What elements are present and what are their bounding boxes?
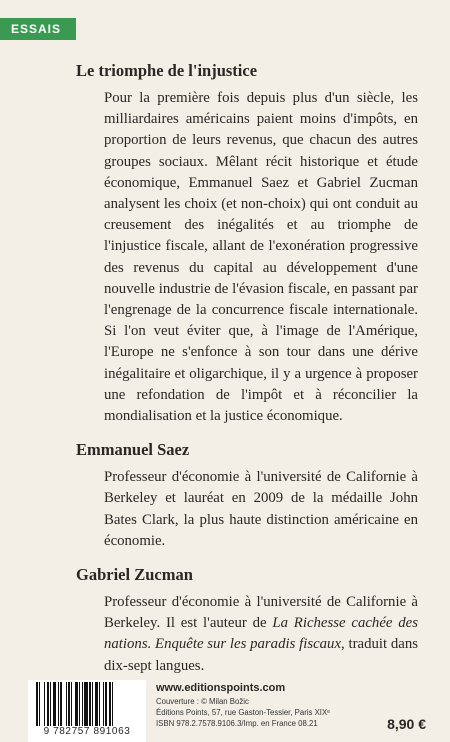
back-cover-text xyxy=(76,60,418,677)
barcode-bar xyxy=(82,682,83,726)
barcode-bar xyxy=(66,682,67,726)
author-name-saez: Emmanuel Saez xyxy=(76,440,190,460)
author-bio-saez: Professeur d'économie à l'université de Californie à Berkeley et lauréat en 2009 de la médaille John Bates Clark, la plus haute distinction américaine en économie. xyxy=(104,469,418,549)
barcode-bar xyxy=(68,682,70,726)
barcode-bar xyxy=(47,682,49,726)
barcode-bar xyxy=(36,682,38,726)
barcode-bar xyxy=(50,682,51,726)
barcode-bars xyxy=(36,682,138,726)
category-badge: ESSAIS xyxy=(0,18,76,40)
cover-credit: Couverture : © Milan Božic xyxy=(156,697,249,706)
barcode-bar xyxy=(112,682,113,726)
publisher-website: www.editionspoints.com xyxy=(156,682,286,694)
barcode-bar xyxy=(79,682,80,726)
barcode-bar xyxy=(71,682,72,726)
book-title: Le triomphe de l'injustice xyxy=(76,61,258,80)
footer xyxy=(0,680,450,742)
book-summary: Pour la première fois depuis plus d'un siècle, les milliardaires américains paient moins d'impôts, en proportion de leurs revenus, que chacun des autres groupes sociaux. Mêlant récit historique et étude économique, Emmanuel Saez et Gabriel Zucman analysent les choix (et non-choix) qui ont conduit au creusement des inégalités et au triomphe de l'injustice fiscale, allant de l'exonération progressive des revenus du capital au développement d'une nouvelle industrie de l'évasion fiscale, en passant par l'engrenage de la concurrence fiscale internationale. Si l'on veut éviter que, à l'image de l'Amérique, l'Europe ne s'enfonce à son tour dans une dérive inégalitaire et oligarchique, il y a urgence à proposer une refondation de l'impôt et à réconcilier la mondialisation et la justice économique. xyxy=(104,90,418,425)
barcode-bar xyxy=(53,682,56,726)
barcode-bar xyxy=(99,682,100,726)
barcode-bar xyxy=(92,682,93,726)
barcode-bar xyxy=(39,682,40,726)
author-bio-zucman: Professeur d'économie à l'université de Californie à Berkeley. Il est l'auteur de La Richesse cachée des nations. Enquête sur les paradis fiscaux, traduit dans dix-sept langues. xyxy=(104,594,418,674)
barcode-bar xyxy=(109,682,111,726)
publisher-address: Éditions Points, 57, rue Gaston-Tessier, Paris XIXᵉ xyxy=(156,708,331,717)
price: 8,90 € xyxy=(387,716,426,732)
barcode-bar xyxy=(60,682,62,726)
barcode-bar xyxy=(89,682,91,726)
barcode-bar xyxy=(95,682,97,726)
barcode-bar xyxy=(103,682,104,726)
barcode-bar xyxy=(58,682,59,726)
author-name-zucman: Gabriel Zucman xyxy=(76,565,193,585)
barcode-bar xyxy=(75,682,78,726)
barcode xyxy=(28,680,146,742)
barcode-number: 9 782757 891063 xyxy=(43,726,131,737)
book-reference: La Richesse cachée des nations. Enquête sur les paradis fiscaux xyxy=(104,615,418,653)
isbn-line: ISBN 978.2.7578.9106.3/Imp. en France 08.21 xyxy=(156,719,318,728)
barcode-bar xyxy=(105,682,107,726)
barcode-bar xyxy=(44,682,45,726)
barcode-bar xyxy=(84,682,87,726)
